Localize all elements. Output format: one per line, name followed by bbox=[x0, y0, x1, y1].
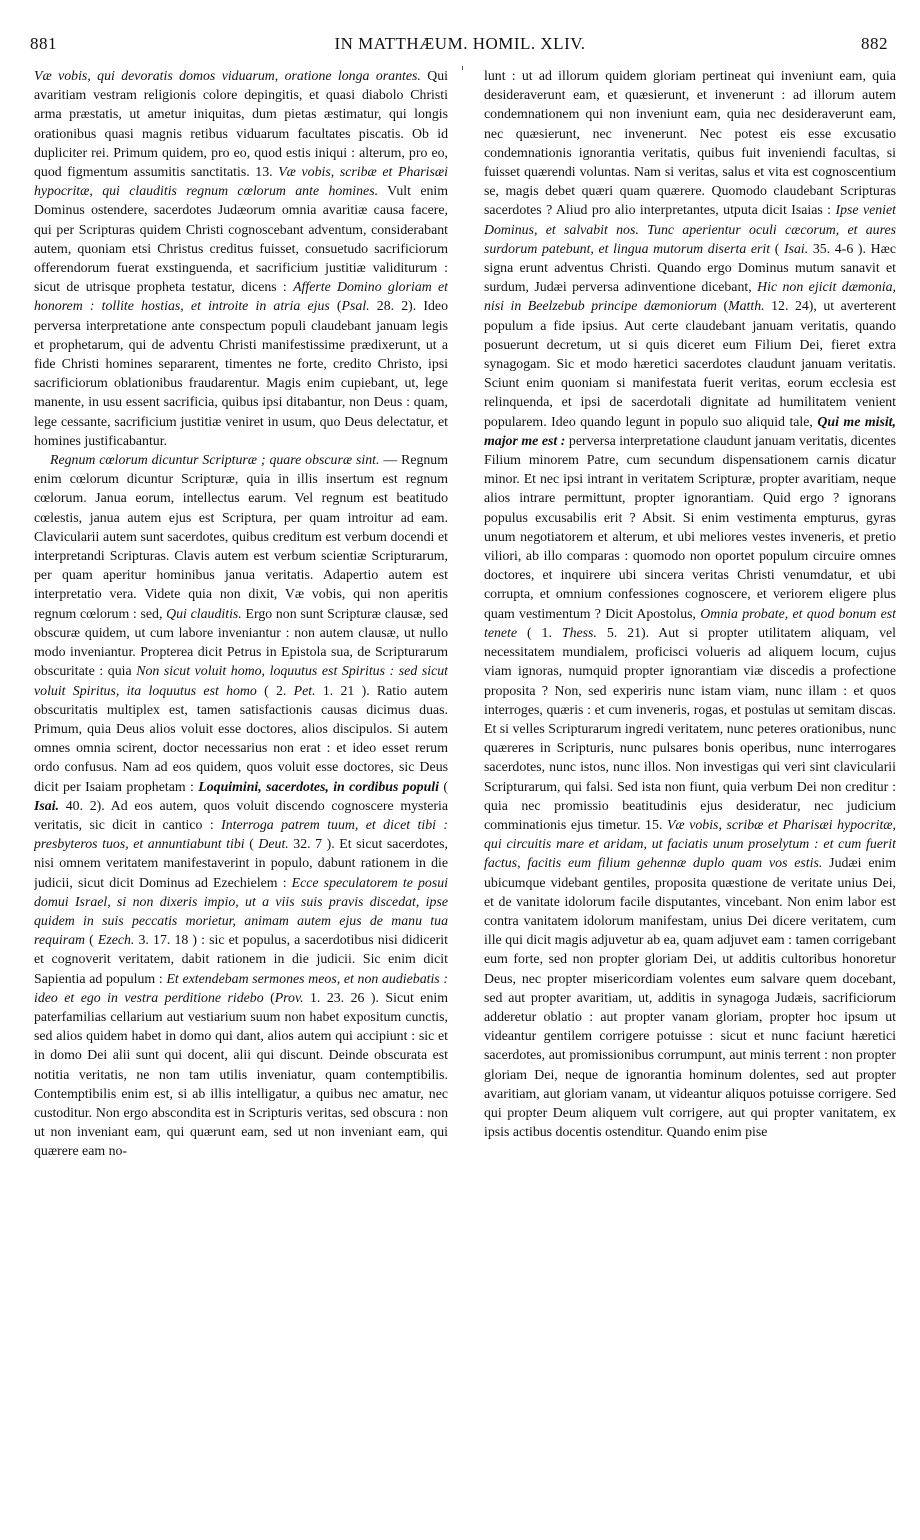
column-divider-mark bbox=[462, 66, 463, 70]
italic-text-run: Et extendebam sermones meos, et non audiebatis : ideo et ego in vestra perditione ridebo bbox=[34, 970, 448, 1005]
paragraph bbox=[484, 66, 896, 1141]
italic-text-run: Ecce speculatorem te posui domui Israel, si non dixeris impio, ut a viis suis pravis discedat, ipse quidem in suis peccatis morietur, animam autem ejus de manu tua requiram bbox=[34, 874, 448, 948]
italic-text-run: Pet. bbox=[293, 682, 316, 698]
italic-text-run: Prov. bbox=[274, 989, 304, 1005]
text-run: 32. 7 ). Et sicut sacerdotes, nisi omnem veritatem manifestaverint in populo, dabunt rationem in die judicii, sicut dicit Dominus ad Ezechielem : bbox=[34, 836, 448, 890]
italic-text-run: Matth. bbox=[728, 298, 765, 314]
italic-text-run: Deut. bbox=[258, 836, 289, 852]
paragraph bbox=[34, 450, 448, 1161]
text-run: ( 2. bbox=[256, 682, 294, 698]
text-run: 40. 2). Ad eos autem, quos voluit discendo cognoscere mysteria veritatis, sic dicit in cantico : bbox=[34, 797, 448, 832]
running-title: IN MATTHÆUM. HOMIL. XLIV. bbox=[334, 34, 586, 53]
italic-text-run: Hic non ejicit dæmonia, nisi in Beelzebub principe dæmoniorum bbox=[484, 279, 896, 314]
text-run: ( 1. bbox=[517, 624, 562, 640]
italic-text-run: Isai. bbox=[34, 797, 60, 813]
text-run: ( bbox=[329, 298, 342, 314]
text-run: perversa interpretatione claudunt januam veritatis, dicentes Filium minorem Patre, cum secundum dispensationem carnis dicatur minor. Et nec ipsi intrant in veritatem Scripturæ, propter avaritiam, neque alios intrare permittunt, propter ignorantiam. Quid ergo ? ignorans populus excusabilis erit ? Absit. Si enim vestimenta empturus, gyras unum negotiatorem et alterum, et ubi meliores vestes inveneris, et pretio viliori, ab illo comparas : quomodo non oportet populum circuire omnes doctores, et inquirere ubi sincera veritas Christi venumdatur, et ubi corrupta, et omnium confessiones cognoscere, et veriorem eligere plus quam vestimentum ? Dicit Apostolus, bbox=[484, 432, 896, 621]
italic-text-run: Væ vobis, scribæ et Pharisæi hypocritæ, qui circuitis mare et aridam, ut faciatis unum proselytum : et cum fuerit factus, facitis eum filium gehennæ duplo quam vos estis. bbox=[484, 816, 896, 871]
text-run: ( bbox=[263, 989, 275, 1005]
italic-text-run: Thess. bbox=[561, 624, 597, 640]
italic-text-run: Væ vobis, qui devoratis domos viduarum, oratione longa orantes. bbox=[34, 68, 421, 83]
text-run: ( bbox=[770, 240, 784, 256]
text-run: — Regnum enim cœlorum dicuntur Scripturæ, quia in illis insertum est regnum cœlorum. Janua eorum, intellectus earum. Vel regnum est beatitudo cœlestis, janua autem ejus est Scriptura, per quam introitur ad eam. Clavicularii autem sunt sacerdotes, quibus creditum est verbum docendi et interpretandi Scripturas. Clavis autem est verbum scientiæ Scripturarum, per quam aperitur hominibus janua veritatis. Adapertio autem est interpretatio vera. Videte quia non dixit, Væ vobis, qui non aperitis regnum cœlorum : sed, bbox=[34, 452, 448, 621]
text-run: 1. 21 ). Ratio autem obscuritatis multiplex est, tamen satisfactionis causas dicimus duas. Primum, quia Deus alios voluit esse doctores, alios discipulos. Si autem omnes omnia scirent, doctor necessarius non erat : et ideo esset rerum ordo confusus. Nam ad eos quidem, quos voluit esse doctores, sic Deus dicit per Isaiam prophetam : bbox=[34, 682, 448, 794]
text-run: ( bbox=[85, 932, 98, 948]
italic-text-run: Omnia probate, et quod bonum est tenete bbox=[484, 605, 896, 640]
paragraph bbox=[34, 66, 448, 450]
italic-text-run: Non sicut voluit homo, loquutus est Spiritus : sed sicut voluit Spiritus, ita loquutus est homo bbox=[34, 663, 448, 698]
italic-text-run: Qui clauditis. bbox=[166, 605, 242, 621]
italic-text-run: Isai. bbox=[784, 240, 809, 256]
text-run: 3. 17. 18 ) : sic et populus, a sacerdotibus nisi didicerit et cognoverit veritatem, dabit rationem in die judicii. Sic enim dicit Sapientia ad populum : bbox=[34, 932, 448, 986]
italic-text-run: Ipse veniet Dominus, et salvabit nos. Tunc aperientur oculi cæcorum, et aures surdorum patebunt, et lingua mutorum diserta erit bbox=[484, 202, 896, 256]
text-run: Judæi enim ubicumque videbant gentiles, proposita quæstione de veritate unius Dei, et de vanitate idolorum facile disputantes, vincebant. Non enim labor est contra vanitatem idolorum manifestam, unius Dei dicere veritatem, cum ille qui dicit magis adjuvetur ab ea, quam adjuvet eam : tamen corrigebant eum forte, sed non propter gloriam Dei, ut additis cultoribus honoretur Deus, nec propter misericordiam volentes eum salvare quem docebant, sed aut propter avaritiam, ut, additis in synagoga Judæis, sacrificiorum adderetur oblatio : aut propter vanam gloriam, propter hoc ipsum ut videantur gentilem corrigere potuisse : sicut et nunc faciunt hæretici sacerdotes, aut promissionibus corrumpunt, aut minis terrent : non propter gloriam Dei, neque de ignorantia hominum dolentes, sed aut propter avaritiam, aut gloriam vanam, ut videantur aliquos potuisse corrigere. Sed qui propter Deum aliquem vult corrigere, aut qui propter vanitatem, ex ipsis actibus docentis ostenditur. Quando enim pise bbox=[484, 855, 896, 1140]
text-run: ( bbox=[244, 836, 259, 852]
text-run: Ergo non sunt Scripturæ clausæ, sed obscuræ quidem, ut cum labore inveniantur : non autem clausæ, ut nullo modo inveniantur. Propterea dicit Petrus in Epistola sua, de Scripturarum obscuritate : quia bbox=[34, 605, 448, 679]
text-run: Vult enim Dominus ostendere, sacerdotes Judæorum omnia avaritiæ causa facere, qui per Scripturas quidem Christi cognoscebant adventum, considerabant autem, quoniam etsi Christus creditus fuisset, consuetudo sacrificiorum offerendorum fuerat exstinguenda, et sacrificium justitiæ validiturum : sicut de utrisque propheta testatur, dicens : bbox=[34, 183, 448, 295]
text-run: 28. 2). Ideo perversa interpretatione ante conspectum populi claudebant januam legis et prophetarum, qui de adventu Christi manifestissime prædixerunt, ut a fide Christi homines separarent, timentes ne forte, credito Christo, ipsi sacrificiorum oblationibus fraudarentur. Magis enim cupiebant, ut, lege manente, in usu essent sacrificia, quibus ipsi ditabantur, non Deus : quam, lege cessante, sacrificium justitiæ veniret in usum, quo Deus delectatur, et homines justificabantur. bbox=[34, 298, 448, 448]
text-run: 5. 21). Aut si propter utilitatem aliquam, vel necessitatem mundialem, proficisci volueris ad aliquem locum, cujus viam ignoras, numquid propter ignorantiam viæ discedis a profectione proposita ? Non, sed experiris nunc istam viam, nunc illam : et quos interroges, quæris : et cum inveneris, rogas, et postulas ut semitam discas. Et si velles Scripturarum ingredi veritatem, nunc peteres orationibus, nunc quæreres in Scripturis, nunc pulsares bonis operibus, nunc interrogares sacerdotes, nunc istos, nunc illos. Non investigas qui veri sint clavicularii Scripturarum, qui falsi. Sed ista non fiunt, quia verbum Dei non creditur : quia nec promissio beatitudinis ejus desideratur, nec judicium comminationis ejus timetur. 15. bbox=[484, 624, 896, 832]
text-run: 1. 23. 26 ). Sicut enim paterfamilias cellarium aut vestiarium suum non habet expositum cunctis, sed alios quidem habet in domo qui dant, alios autem qui accipiunt : sic et in domo Dei alii sunt qui docent, alii qui discunt. Deinde obscurata est notitia veritatis, ne non tam utilis inveniatur, quam contemptibilis. Contemptibilis enim est, si ab illis intelligatur, a quibus nec amatur, nec custoditur. Non ergo abscondita est in Scripturis veritas, sed obscura : non ut non inveniant eam, qui quærunt eam, sed ut non inveniant eam, qui quærere eam no- bbox=[34, 989, 448, 1159]
text-run: lunt : ut ad illorum quidem gloriam pertineat qui inveniunt eam, quia desideraverunt eam, et quæsierunt, et invenerunt : ad illorum autem condemnationem qui non inveniunt eam, quia nec desideraverunt eam, nec quæsierunt, nec invenerunt. Nec potest eis esse excusatio condemnationis ignorantia veritatis, quibus fuit inveniendi facultas, si fuisset quærendi voluntas. Nam si veritas, salus et vita est cognoscentium se, magis debet quæri quam quærere. Quomodo claudebant Scripturas sacerdotes ? Aliud pro alio interpretantes, utputa dicit Isaias : bbox=[484, 68, 896, 218]
italic-text-run: Afferte Domino gloriam et honorem : tollite hostias, et introite in atria ejus bbox=[34, 279, 448, 314]
text-run: 35. 4-6 ). Hæc signa erunt adventus Christi. Quando ergo Dominus mutum sanavit et surdum, Judæi perversa adinventione dicebant, bbox=[484, 240, 896, 295]
right-column bbox=[484, 66, 896, 1528]
text-run: ( bbox=[438, 778, 448, 794]
italic-text-run: Interroga patrem tuum, et dicet tibi : presbyteros tuos, et annuntiabunt tibi bbox=[34, 816, 448, 852]
page-header bbox=[20, 34, 900, 60]
text-run: 12. 24), ut averterent populum a fide ipsius. Aut certe claudebant januam veritatis, quando posuerunt decretum, ut si quis diceret eum Filium Dei, fieret extra synagogam. Sic et modo hæretici sacerdotes claudunt januam veritatis. Sciunt enim quoniam si manifestata fuerit veritas, eorum ecclesia est relinquenda, et ipsi de sacerdotali dignitate ad humilitatem venient popularem. Ideo quando legunt in populo suo aliquid tale, bbox=[484, 298, 896, 429]
italic-text-run: Væ vobis, scribæ et Pharisæi hypocritæ, qui clauditis regnum cœlorum ante homines. bbox=[34, 164, 448, 199]
italic-text-run: Regnum cœlorum dicuntur Scripturæ ; quare obscuræ sint. bbox=[50, 452, 380, 468]
left-column bbox=[34, 66, 448, 1528]
italic-text-run: Psal. bbox=[341, 298, 370, 314]
page-number-left: 881 bbox=[30, 34, 57, 53]
page-number-right: 882 bbox=[861, 34, 888, 53]
italic-text-run: Ezech. bbox=[97, 932, 135, 948]
text-run: ( bbox=[716, 298, 729, 314]
italic-text-run: Qui me misit, major me est : bbox=[484, 413, 896, 448]
text-run: Qui avaritiam vestram religionis colore depingitis, et quasi diabolo Christi arma præstatis, ut ametur iniquitas, dum pietas æstimatur, qui longis orationibus quasi magnis retibus viduarum facultates piscatis. Ob id dupliciter rei. Primum quidem, pro eo, quod estis iniqui : alterum, pro eo, quod figmentum assumitis sanctitatis. 13. bbox=[34, 68, 448, 180]
italic-text-run: Loquimini, sacerdotes, in cordibus populi bbox=[198, 778, 439, 794]
